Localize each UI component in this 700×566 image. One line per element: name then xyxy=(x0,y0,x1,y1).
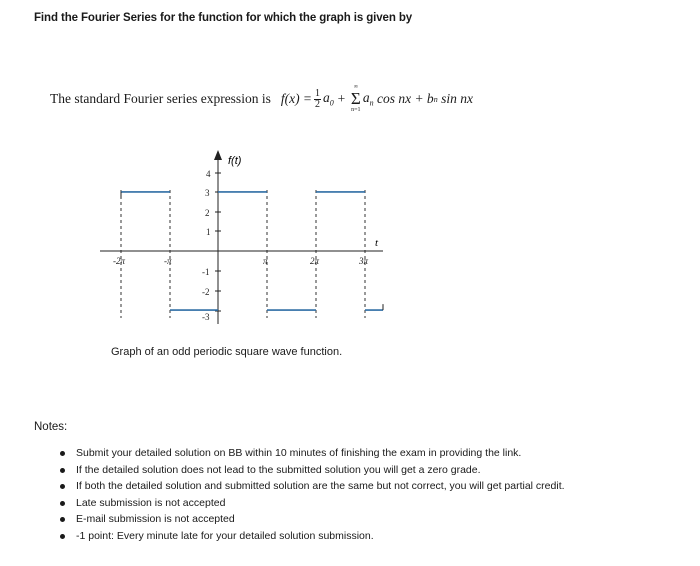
list-item: If the detailed solution does not lead to the submitted solution you will get a zero grade. xyxy=(60,462,565,479)
x-tick-label: π xyxy=(263,256,268,266)
x-tick-label: 2π xyxy=(310,256,320,266)
y-tick-label: 3 xyxy=(205,188,210,198)
y-tick-label: -3 xyxy=(202,312,210,322)
y-tick-label: 4 xyxy=(206,169,211,179)
x-tick-label: -2π xyxy=(113,256,126,266)
fraction-denominator: 2 xyxy=(315,98,321,110)
t-axis-label: t xyxy=(375,237,379,249)
x-tick-label: 3π xyxy=(359,256,369,266)
y-tick-label: 1 xyxy=(206,227,211,237)
an-term: $a_n$ xyxy=(362,90,374,108)
bn-subscript: n xyxy=(433,94,438,104)
sin-term: sin nx xyxy=(437,91,473,106)
y-tick-label: -1 xyxy=(202,267,210,277)
formula-lhs: f(x) = xyxy=(280,91,313,106)
x-tick-label: -π xyxy=(164,256,172,266)
y-tick-label: -2 xyxy=(202,287,210,297)
question-heading: Find the Fourier Series for the function for which the graph is given by xyxy=(34,12,413,24)
cos-term: cos nx + b xyxy=(373,91,434,106)
notes-list xyxy=(60,445,565,544)
guide-lines xyxy=(121,190,365,318)
y-axis-arrow-icon xyxy=(214,150,222,160)
list-item: Submit your detailed solution on BB within 10 minutes of finishing the exam in providing the link. xyxy=(60,445,565,462)
graph-caption: Graph of an odd periodic square wave function. xyxy=(111,346,343,358)
list-item: -1 point: Every minute late for your detailed solution submission. xyxy=(60,528,565,545)
list-item: If both the detailed solution and submitted solution are the same but not correct, you will get partial credit. xyxy=(60,478,565,495)
summation-symbol: ∞ Σ n=1 xyxy=(350,84,361,113)
plus-sign: + xyxy=(336,91,346,106)
a0-term: $a_0$ xyxy=(323,90,334,108)
formula-label: The standard Fourier series expression is xyxy=(50,91,271,106)
notes-title: Notes: xyxy=(34,421,68,433)
y-tick-label: 2 xyxy=(205,208,210,218)
y-axis-label: f(t) xyxy=(228,155,242,167)
fraction-numerator: 1 xyxy=(315,87,321,99)
list-item: E-mail submission is not accepted xyxy=(60,511,565,528)
list-item: Late submission is not accepted xyxy=(60,495,565,512)
